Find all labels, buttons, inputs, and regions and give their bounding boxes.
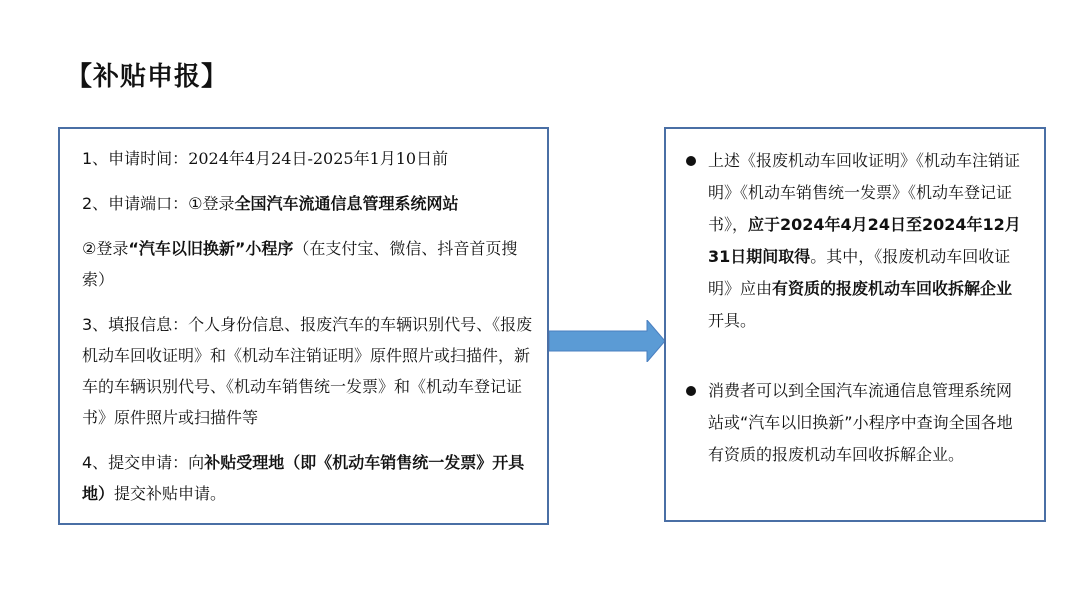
portal-label: 2、申请端口：①登录	[82, 194, 235, 213]
note-certificates-period: 应于2024年4月24日至2024年12月31日期间取得	[708, 215, 1021, 266]
fill-info: 3、填报信息：个人身份信息、报废汽车的车辆识别代号、《报废机动车回收证明》和《机动车注销证明》原件照片或扫描件，新车的车辆识别代号、《机动车销售统一发票》和《机动车登记证书》原件照片或扫描件等	[82, 315, 533, 427]
bullet-icon	[686, 386, 696, 396]
application-time-value: 2024年4月24日-2025年1月10日前	[188, 149, 449, 168]
note-query	[686, 375, 1024, 471]
note-certificates-text: 上述《报废机动车回收证明》《机动车注销证明》《机动车销售统一发票》《机动车登记证书》，	[708, 151, 1021, 234]
application-portal-website	[82, 188, 533, 219]
note-certificates	[686, 145, 1024, 337]
note-certificates-issuer: 有资质的报废机动车回收拆解企业	[772, 279, 1013, 298]
submit-label: 4、提交申请：向	[82, 453, 205, 472]
application-time	[82, 143, 533, 174]
application-portal-miniprogram	[82, 233, 533, 295]
page-title: 【补贴申报】	[66, 62, 229, 92]
application-time-label: 1、申请时间：	[82, 149, 189, 168]
portal-website-name: 全国汽车流通信息管理系统网站	[234, 194, 459, 213]
application-steps-box	[58, 127, 549, 525]
miniprogram-name: “汽车以旧换新”小程序	[128, 239, 294, 258]
note-query-text: 消费者可以到全国汽车流通信息管理系统网站或“汽车以旧换新”小程序中查询全国各地有资质的报废机动车回收拆解企业。	[708, 381, 1013, 464]
notes-box	[664, 127, 1046, 522]
submit-location: 补贴受理地（即《机动车销售统一发票》开具地）	[82, 453, 525, 503]
bullet-icon	[686, 156, 696, 166]
arrow-right-icon	[549, 320, 665, 362]
note-certificates-text-2: 。其中，《报废机动车回收证明》应由	[708, 247, 1011, 298]
miniprogram-label: ②登录	[82, 239, 129, 258]
note-certificates-tail: 开具。	[708, 311, 757, 330]
submit-tail: 提交补贴申请。	[114, 484, 227, 503]
miniprogram-note: （在支付宝、微信、抖音首页搜索）	[82, 239, 518, 289]
submit-application	[82, 447, 533, 509]
